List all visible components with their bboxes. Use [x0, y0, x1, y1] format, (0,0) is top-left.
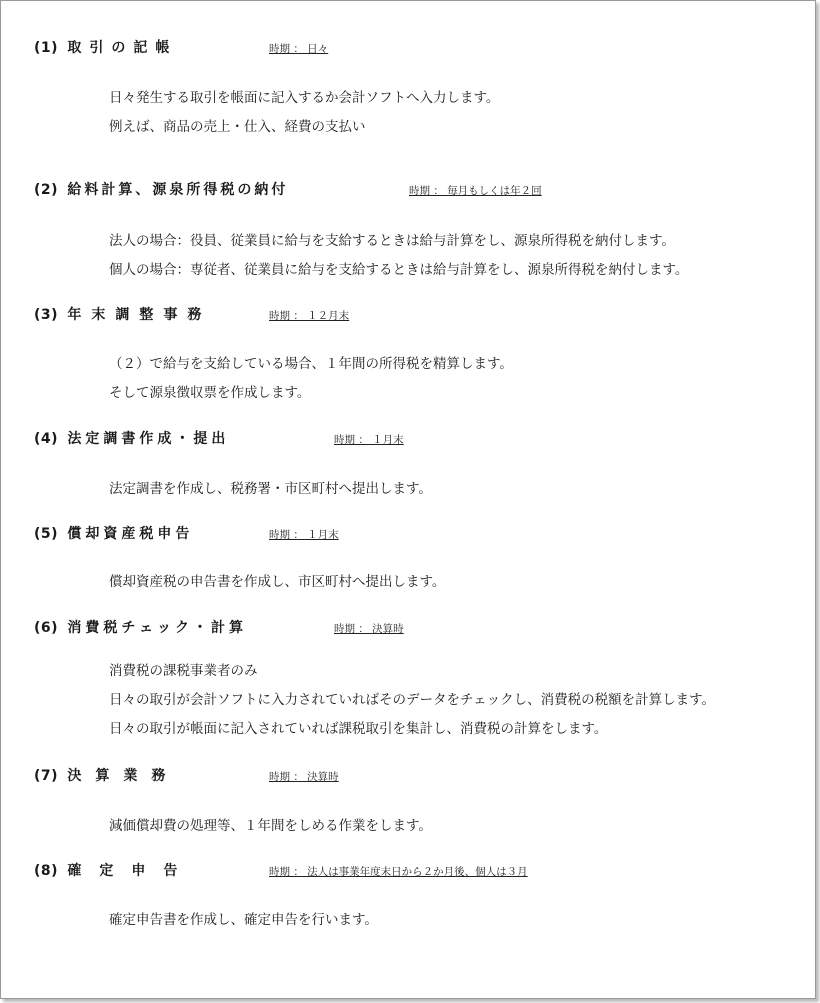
section-text-line: そして源泉徴収票を作成します。	[109, 385, 311, 401]
section-title: 消費税チェック・計算	[67, 620, 248, 636]
section-timing: 時期 ： １月末	[334, 434, 404, 446]
section-timing: 時期 ： 法人は事業年度末日から２か月後、個人は３月	[269, 866, 528, 878]
section-heading	[34, 39, 177, 57]
section-text-line: 日々発生する取引を帳面に記入するか会計ソフトへ入力します。	[109, 90, 500, 106]
section-text-line: 減価償却費の処理等、１年間をしめる作業をします。	[109, 818, 432, 834]
section-heading	[34, 619, 247, 637]
section-heading	[34, 525, 193, 543]
section-title: 確定申告	[67, 863, 196, 879]
section-number: (7)	[34, 768, 59, 784]
section-number: (4)	[34, 431, 59, 447]
section-timing: 時期 ： １２月末	[269, 310, 350, 322]
section-text-line: 個人の場合：専従者、従業員に給与を支給するときは給与計算をし、源泉所得税を納付します。	[109, 262, 689, 278]
section-timing: 時期 ： 毎月もしくは年２回	[409, 185, 542, 197]
section-number: (1)	[34, 40, 59, 56]
section-text-line: 法人の場合：役員、従業員に給与を支給するときは給与計算をし、源泉所得税を納付します。	[109, 233, 675, 249]
section-text-line: 消費税の課税事業者のみ	[109, 663, 258, 679]
section-text-line: 償却資産税の申告書を作成し、市区町村へ提出します。	[109, 574, 446, 590]
section-heading	[34, 181, 288, 199]
section-number: (8)	[34, 863, 59, 879]
section-text-line: 日々の取引が帳面に記入されていれば課税取引を集計し、消費税の計算をします。	[109, 721, 608, 737]
section-number: (6)	[34, 620, 59, 636]
section-timing: 時期 ： 決算時	[334, 623, 404, 635]
section-heading	[34, 306, 211, 324]
section-text-line: 法定調書を作成し、税務署・市区町村へ提出します。	[109, 481, 432, 497]
section-text-line: 例えば、商品の売上・仕入、経費の支払い	[109, 119, 366, 135]
section-title: 給料計算、源泉所得税の納付	[67, 182, 289, 198]
section-number: (5)	[34, 526, 59, 542]
section-text-line: （２）で給与を支給している場合、１年間の所得税を精算します。	[109, 356, 513, 372]
section-timing: 時期 ： １月末	[269, 529, 339, 541]
section-text-line: 確定申告書を作成し、確定申告を行います。	[109, 912, 378, 928]
section-timing: 時期 ： 決算時	[269, 771, 339, 783]
section-number: (3)	[34, 307, 59, 323]
section-title: 取引の記帳	[67, 40, 178, 56]
section-heading	[34, 862, 195, 880]
section-text-line: 日々の取引が会計ソフトに入力されていればそのデータをチェックし、消費税の税額を計算します。	[109, 692, 716, 708]
section-title: 決算業務	[67, 768, 180, 784]
section-timing: 時期 ： 日々	[269, 43, 329, 55]
section-title: 法定調書作成・提出	[67, 431, 230, 447]
section-heading	[34, 767, 179, 785]
section-heading	[34, 430, 229, 448]
section-title: 償却資産税申告	[67, 526, 194, 542]
section-number: (2)	[34, 182, 59, 198]
section-title: 年末調整事務	[67, 307, 212, 323]
